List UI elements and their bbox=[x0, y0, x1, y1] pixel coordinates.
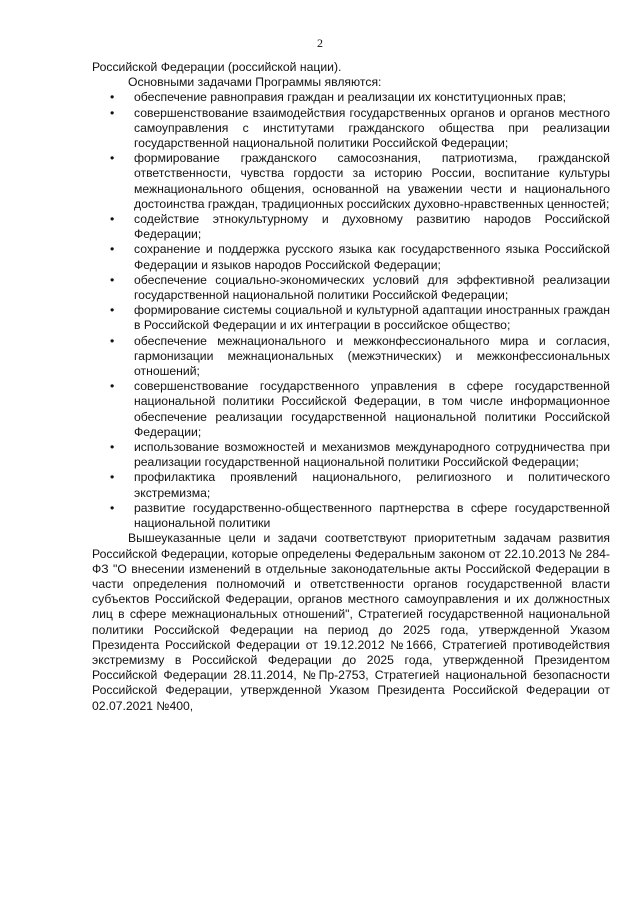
list-item bbox=[92, 106, 610, 152]
bullet-icon: • bbox=[110, 212, 115, 227]
list-item bbox=[92, 151, 610, 212]
list-item-text: формирование гражданского самосознания, патриотизма, гражданской ответственности, чувства гордости за историю России, воспитание культуры межнационального общения, основанной на уважении чести и национального достоинства граждан, традиционных российских духовно-нравственных ценностей; bbox=[134, 151, 610, 211]
bullet-icon: • bbox=[110, 333, 115, 348]
list-item-text: совершенствование государственного управления в сфере государственной национальной политики Российской Федерации, в том числе информационное обеспечение реализации государственной национальной политики Российской Федерации; bbox=[134, 379, 610, 439]
list-item-text: профилактика проявлений национального, религиозного и политического экстремизма; bbox=[134, 470, 610, 500]
bullet-icon: • bbox=[110, 470, 115, 485]
list-item-text: сохранение и поддержка русского языка как государственного языка Российской Федерации и языков народов Российской Федерации; bbox=[134, 242, 610, 272]
list-item bbox=[92, 273, 610, 303]
list-item bbox=[92, 440, 610, 470]
bullet-icon: • bbox=[110, 272, 115, 287]
list-item bbox=[92, 212, 610, 242]
list-item-text: обеспечение межнационального и межконфессионального мира и согласия, гармонизации межнациональных (межэтнических) и межконфессиональных отношений; bbox=[134, 333, 610, 379]
list-item-text: обеспечение равноправия граждан и реализации их конституционных прав; bbox=[134, 90, 567, 105]
list-item bbox=[92, 501, 610, 531]
page-number: 2 bbox=[317, 36, 323, 50]
list-item-text: совершенствование взаимодействия государственных органов и органов местного самоуправления с институтами гражданского общества при реализации государственной национальной политики Российской Федерации; bbox=[134, 105, 610, 151]
bullet-icon: • bbox=[110, 440, 115, 455]
bullet-icon: • bbox=[110, 242, 115, 257]
tasks-heading: Основными задачами Программы являются: bbox=[128, 75, 382, 90]
bullet-icon: • bbox=[110, 500, 115, 515]
list-item bbox=[92, 379, 610, 440]
list-item-text: содействие этнокультурному и духовному развитию народов Российской Федерации; bbox=[134, 212, 610, 242]
bullet-icon: • bbox=[110, 151, 115, 166]
list-item bbox=[92, 90, 610, 105]
bullet-icon: • bbox=[110, 379, 115, 394]
tasks-list bbox=[92, 90, 610, 531]
list-item-text: развитие государственно-общественного партнерства в сфере государственной национальной политики bbox=[134, 500, 610, 531]
list-item bbox=[92, 334, 610, 380]
list-item-text: обеспечение социально-экономических условий для эффективной реализации государственной национальной политики Российской Федерации; bbox=[134, 272, 610, 303]
document-body bbox=[92, 60, 610, 714]
bullet-icon: • bbox=[110, 105, 115, 120]
list-item bbox=[92, 242, 610, 272]
intro-line: Российской Федерации (российской нации). bbox=[92, 60, 342, 74]
list-item bbox=[92, 303, 610, 333]
list-item bbox=[92, 470, 610, 500]
bullet-icon: • bbox=[110, 303, 115, 318]
list-item-text: использование возможностей и механизмов международного сотрудничества при реализации государственной национальной политики Российской Федерации; bbox=[134, 440, 610, 470]
closing-paragraph: Вышеуказанные цели и задачи соответствуют приоритетным задачам развития Российской Федерации, которые определены Федеральным законом от 22.10.2013 № 284-ФЗ "О внесении изменений в отдельные законодательные акты Российской Федерации в части определения полномочий и ответственности органов государственной власти субъектов Российской Федерации, органов местного самоуправления и их должностных лиц в сфере межнациональных отношений", Стратегией государственной национальной политики Российской Федерации на период до 2025 года, утвержденной Указом Президента Российской Федерации от 19.12.2012 №1666, Стратегией противодействия экстремизму в Российской Федерации до 2025 года, утвержденной Президентом Российской Федерации 28.11.2014, №Пр-2753, Стратегией национальной безопасности Российской Федерации, утвержденной Указом Президента Российской Федерации от 02.07.2021 №400, bbox=[92, 531, 610, 713]
list-item-text: формирование системы социальной и культурной адаптации иностранных граждан в Российской Федерации и их интеграции в российское общество; bbox=[134, 303, 610, 333]
bullet-icon: • bbox=[110, 90, 115, 105]
